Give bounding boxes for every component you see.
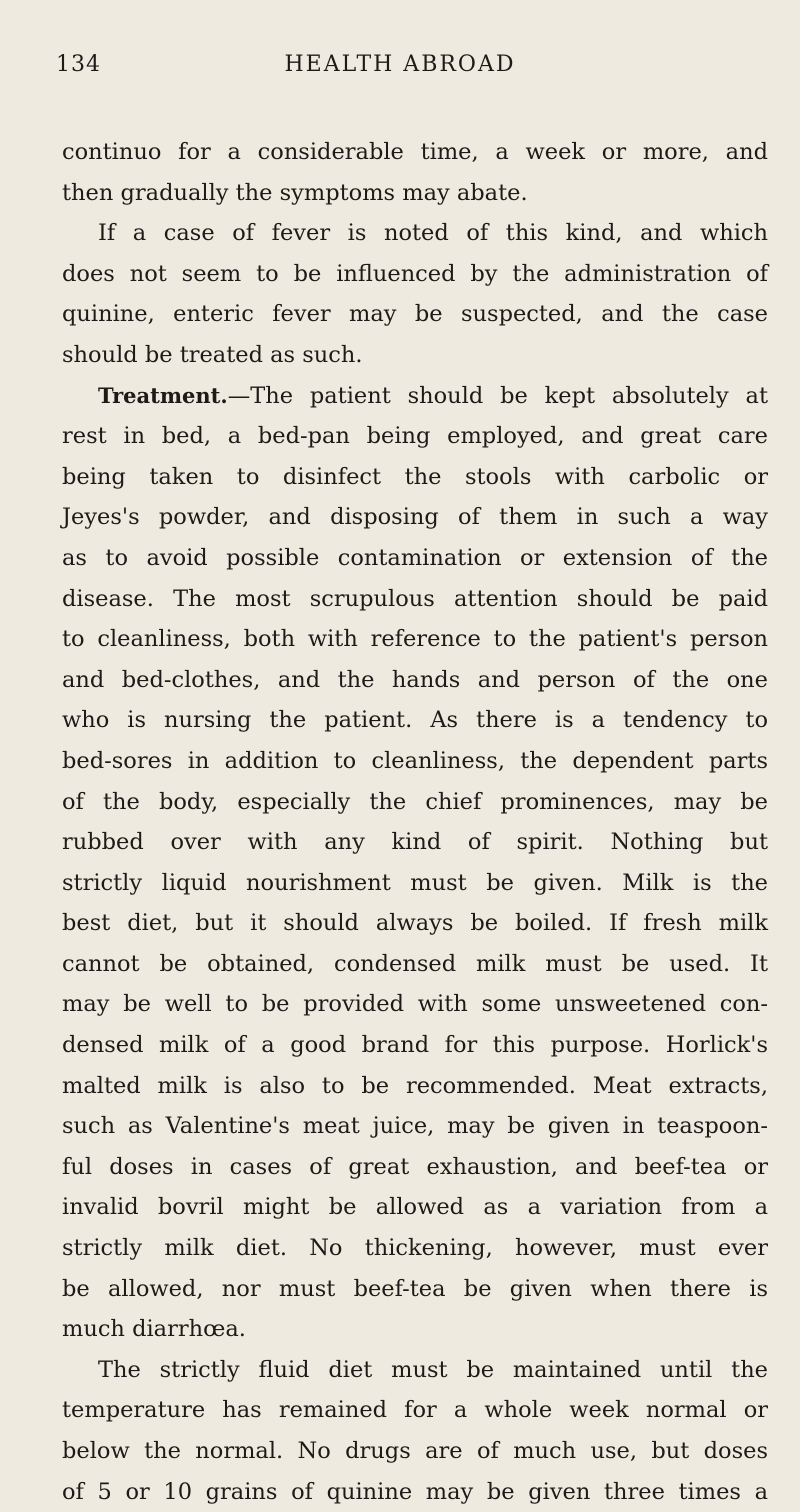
text-line: as to avoid possible contamination or extension of the	[62, 544, 768, 571]
text-line: such as Valentine's meat juice, may be given in teaspoon-	[62, 1113, 768, 1140]
text-line: and bed-clothes, and the hands and person of the one	[62, 666, 768, 693]
text-line: then gradually the symptoms may abate.	[62, 179, 528, 206]
text-line: strictly milk diet. No thickening, however, must ever	[62, 1235, 768, 1262]
text-line: invalid bovril might be allowed as a variation from a	[62, 1194, 768, 1221]
text-line: may be well to be provided with some unsweetened con-	[62, 991, 768, 1018]
text-line: be allowed, nor must beef-tea be given when there is	[62, 1275, 768, 1302]
text-line: does not seem to be influenced by the administration of	[62, 260, 768, 287]
running-title: HEALTH ABROAD	[284, 52, 516, 77]
text-line: disease. The most scrupulous attention should be paid	[62, 585, 768, 612]
text-line: quinine, enteric fever may be suspected, and the case	[62, 301, 768, 328]
text-line: best diet, but it should always be boiled. If fresh milk	[62, 910, 768, 937]
text-line: The strictly fluid diet must be maintained until the	[98, 1356, 768, 1383]
text-line: ful doses in cases of great exhaustion, and beef-tea or	[62, 1153, 768, 1180]
running-head	[0, 52, 800, 92]
text-line: strictly liquid nourishment must be given. Milk is the	[62, 869, 768, 896]
text-line-continuation: —The patient should be kept absolutely at	[227, 382, 768, 409]
text-line: much diarrhœa.	[62, 1316, 246, 1343]
text-line: of the body, especially the chief prominences, may be	[62, 788, 768, 815]
body-text	[62, 132, 768, 1512]
text-line: densed milk of a good brand for this purpose. Horlick's	[62, 1032, 768, 1059]
text-line: rubbed over with any kind of spirit. Nothing but	[62, 829, 768, 856]
text-line: temperature has remained for a whole week normal or	[62, 1397, 768, 1424]
text-line	[62, 376, 768, 417]
text-line: cannot be obtained, condensed milk must be used. It	[62, 950, 768, 977]
text-line: to cleanliness, both with reference to the patient's person	[62, 626, 768, 653]
text-line: Jeyes's powder, and disposing of them in such a way	[62, 504, 768, 531]
text-line: continuo for a considerable time, a week or more, and	[62, 139, 768, 165]
text-line: bed-sores in addition to cleanliness, the dependent parts	[62, 747, 768, 774]
text-line: below the normal. No drugs are of much use, but doses	[62, 1438, 768, 1464]
text-line: rest in bed, a bed-pan being employed, and great care	[62, 423, 768, 450]
section-heading: Treatment.	[98, 382, 228, 408]
text-line: malted milk is also to be recommended. Meat extracts,	[62, 1072, 768, 1099]
page-number: 134	[56, 52, 101, 77]
text-line: If a case of fever is noted of this kind, and which	[98, 220, 768, 247]
text-line: who is nursing the patient. As there is a tendency to	[62, 707, 768, 734]
text-line: should be treated as such.	[62, 341, 363, 368]
text-line: being taken to disinfect the stools with carbolic or	[62, 463, 768, 490]
text-line: of 5 or 10 grains of quinine may be given three times a	[62, 1478, 768, 1505]
